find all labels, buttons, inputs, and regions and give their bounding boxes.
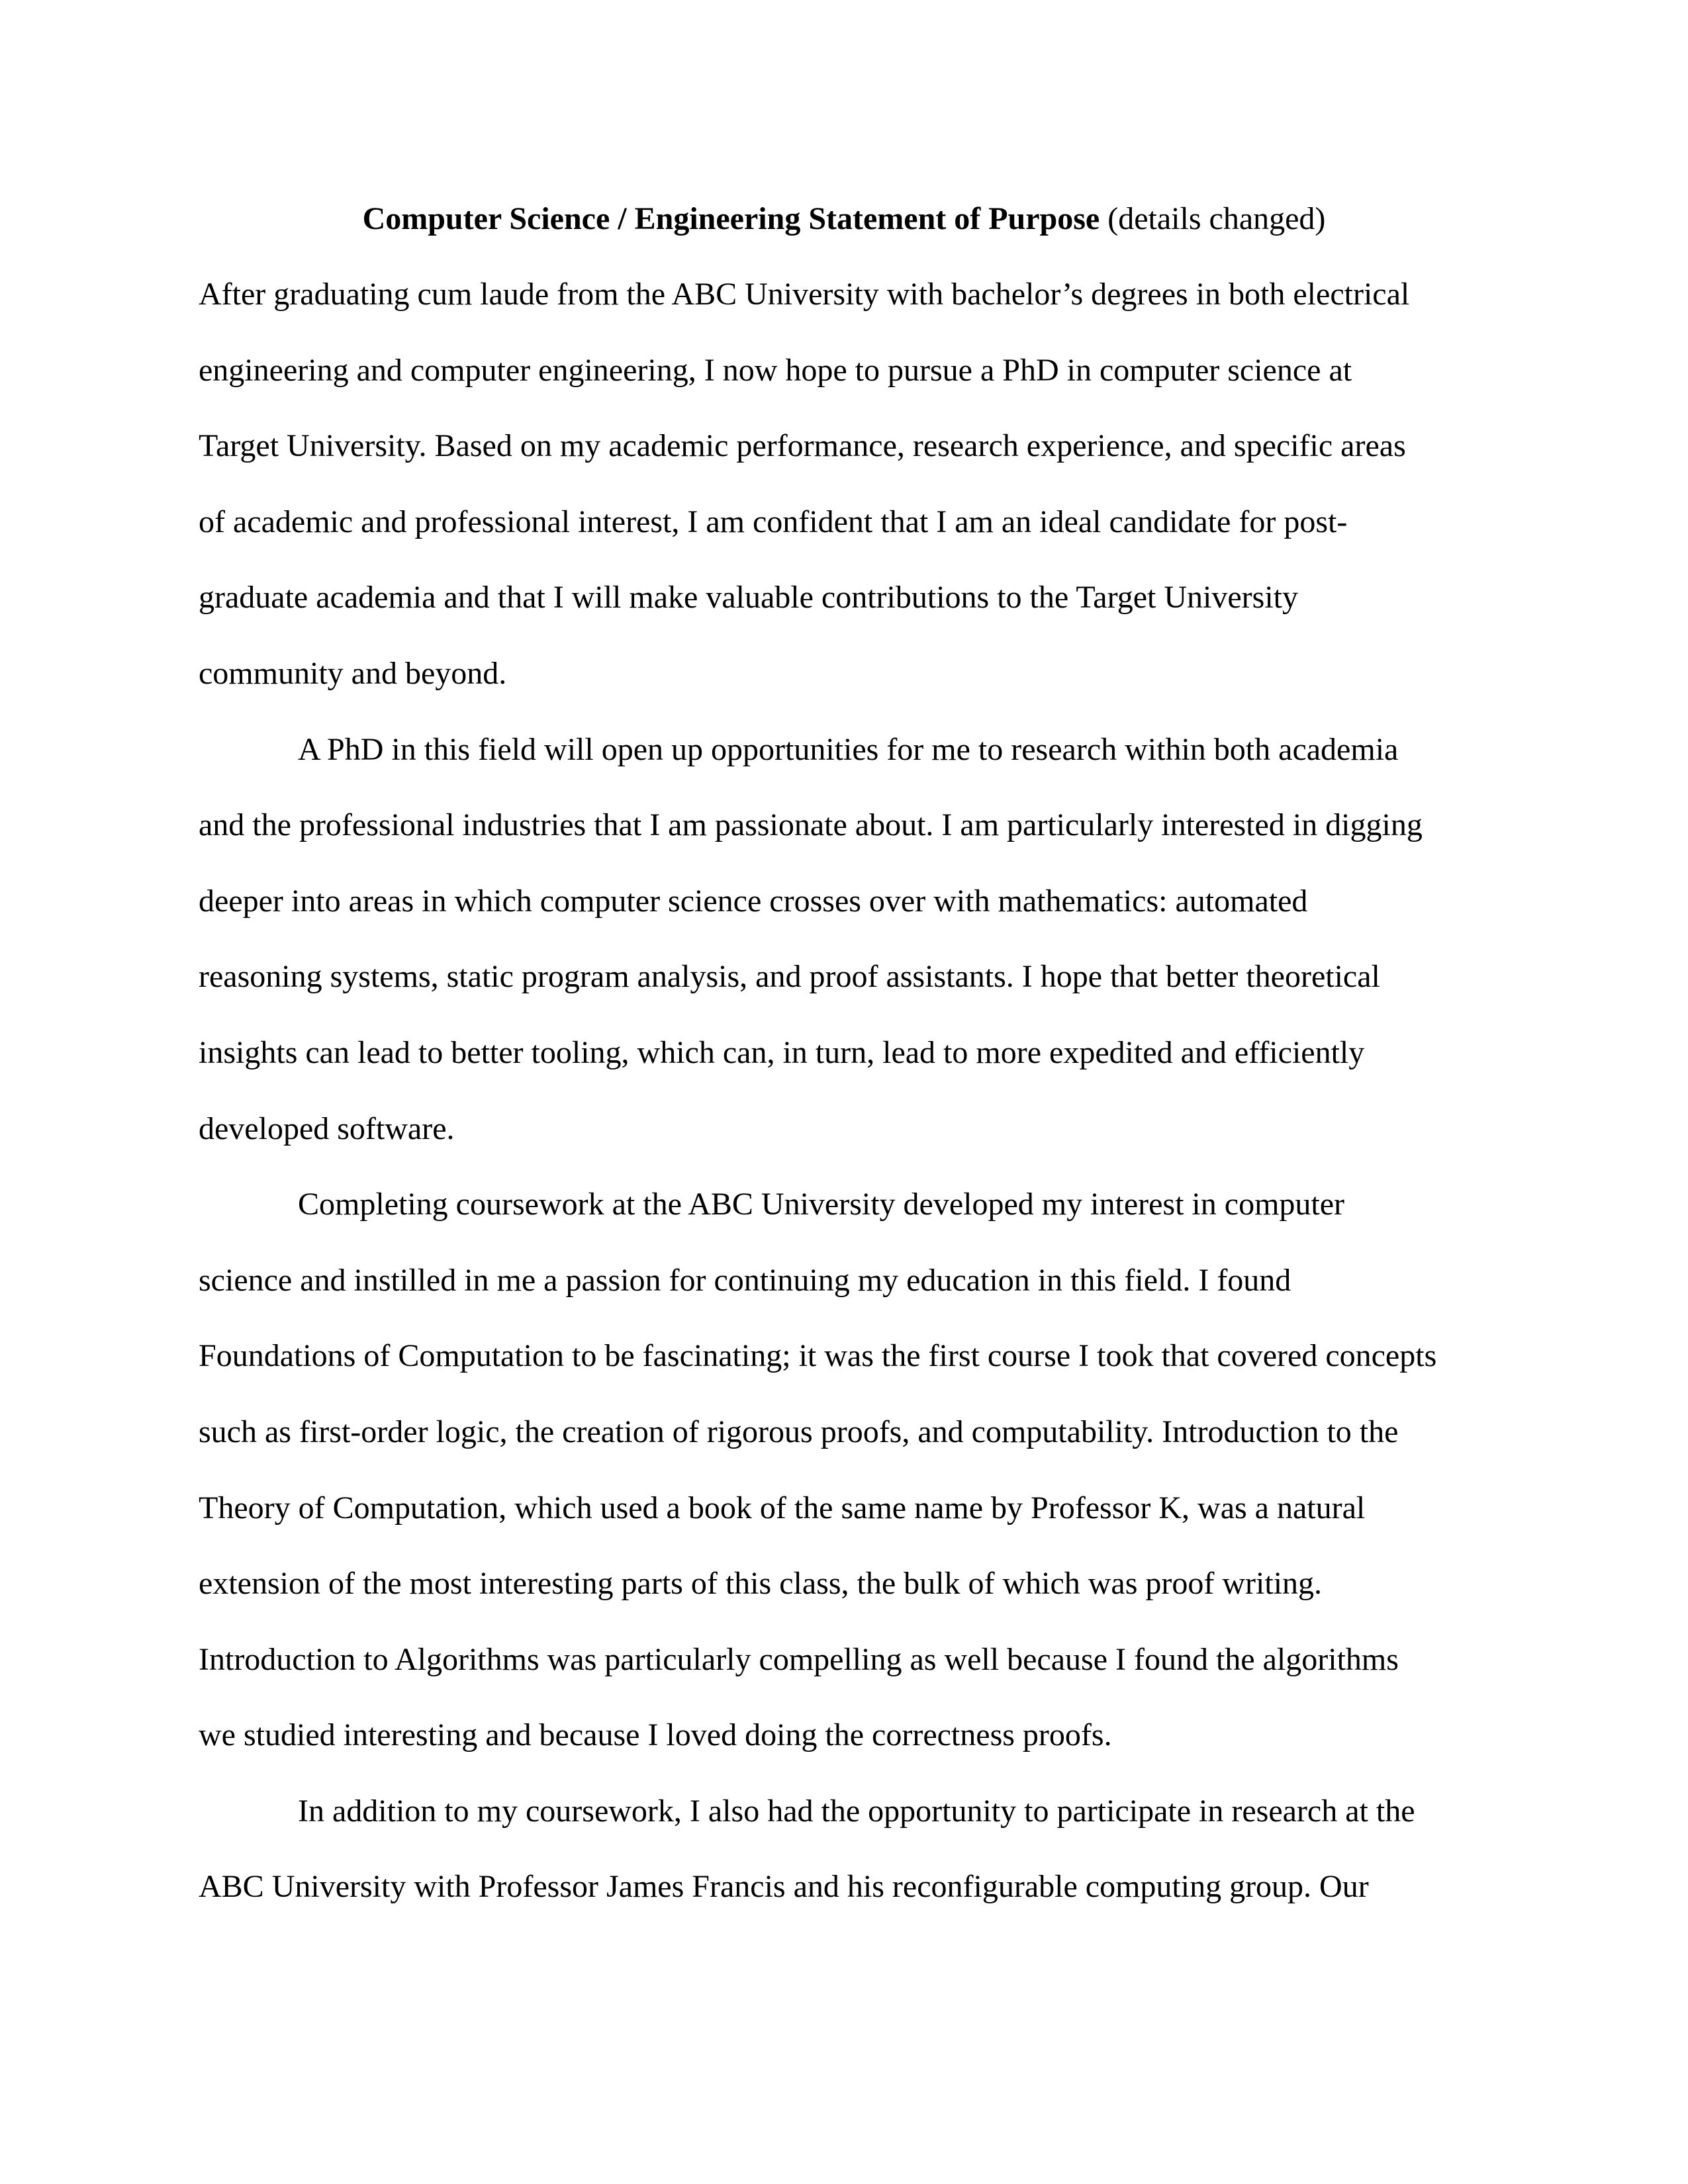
text-line: extension of the most interesting parts of this class, the bulk of which was proof writing. xyxy=(199,1566,1323,1602)
text-line: of academic and professional interest, I am confident that I am an ideal candidate for post- xyxy=(199,504,1348,539)
text-line: ABC University with Professor James Francis and his reconfigurable computing group. Our xyxy=(199,1869,1369,1905)
paragraphs xyxy=(199,271,1489,1940)
text-line: and the professional industries that I am passionate about. I am particularly interested in digging xyxy=(199,807,1423,843)
text-line: such as first-order logic, the creation of rigorous proofs, and computability. Introduction to the xyxy=(199,1414,1399,1449)
text-line: engineering and computer engineering, I now hope to pursue a PhD in computer science at xyxy=(199,352,1352,388)
text-line: Completing coursework at the ABC University developed my interest in computer xyxy=(298,1187,1345,1222)
text-line: In addition to my coursework, I also had the opportunity to participate in research at the xyxy=(298,1793,1415,1829)
paragraph xyxy=(199,271,1489,727)
text-line: Introduction to Algorithms was particularly compelling as well because I found the algorithms xyxy=(199,1641,1399,1677)
title-main: Computer Science / Engineering Statement of Purpose xyxy=(362,201,1100,236)
text-line: reasoning systems, static program analysis, and proof assistants. I hope that better theoretical xyxy=(199,959,1380,995)
paragraph xyxy=(199,727,1489,1182)
text-line: developed software. xyxy=(199,1111,455,1146)
document-title xyxy=(199,196,1489,242)
text-line: deeper into areas in which computer science crosses over with mathematics: automated xyxy=(199,883,1308,919)
text-line: Target University. Based on my academic performance, research experience, and specific areas xyxy=(199,428,1406,464)
text-line: graduate academia and that I will make valuable contributions to the Target University xyxy=(199,580,1298,615)
paragraph xyxy=(199,1181,1489,1788)
text-line: we studied interesting and because I loved doing the correctness proofs. xyxy=(199,1717,1112,1753)
text-line: science and instilled in me a passion for continuing my education in this field. I found xyxy=(199,1262,1291,1298)
text-line: After graduating cum laude from the ABC University with bachelor’s degrees in both electrical xyxy=(199,277,1410,312)
document-body xyxy=(199,196,1489,1940)
text-line: A PhD in this field will open up opportunities for me to research within both academia xyxy=(298,731,1399,767)
text-line: Theory of Computation, which used a book of the same name by Professor K, was a natural xyxy=(199,1490,1366,1525)
paragraph xyxy=(199,1788,1489,1940)
text-line: Foundations of Computation to be fascinating; it was the first course I took that covered concepts xyxy=(199,1338,1437,1374)
text-line: community and beyond. xyxy=(199,655,507,691)
text-line: insights can lead to better tooling, which can, in turn, lead to more expedited and efficiently xyxy=(199,1034,1365,1070)
title-note: (details changed) xyxy=(1100,201,1326,236)
